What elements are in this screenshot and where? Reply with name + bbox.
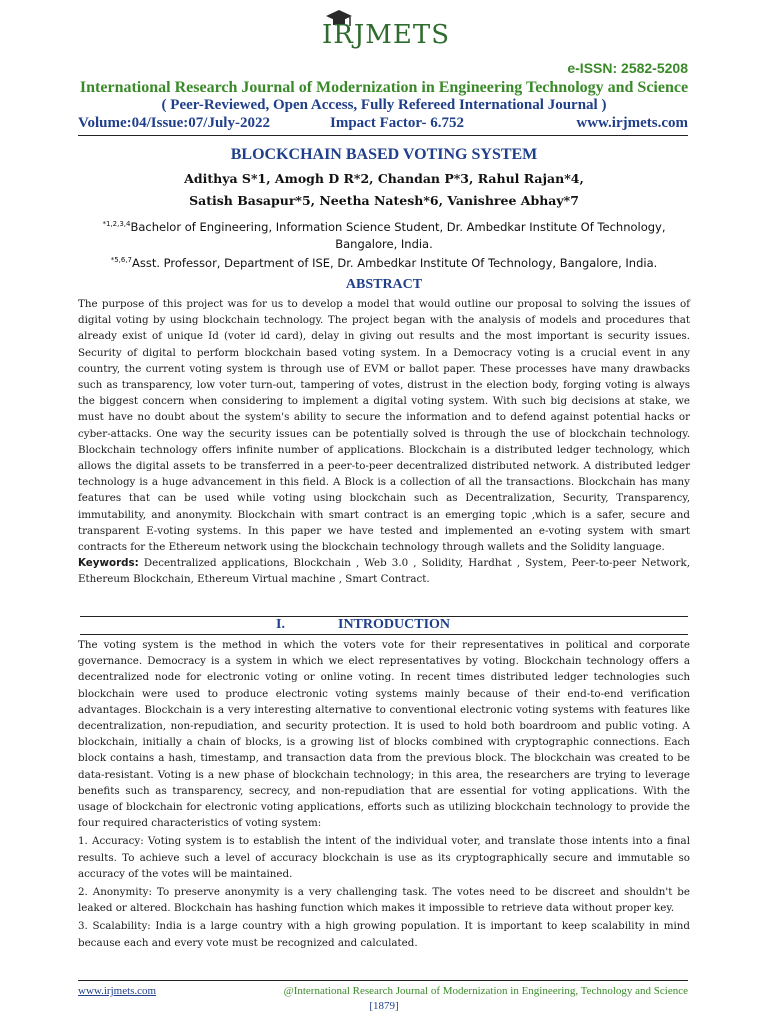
page-number: [1879]: [369, 1000, 399, 1012]
intro-accuracy: 1. Accuracy: Voting system is to establish the intent of the individual voter, and translate those intents into a final results. To achieve such a level of accuracy blockchain is use as its cryptographically secure and immutable so accuracy of the votes will be maintained.: [78, 835, 690, 880]
keywords-label: Keywords:: [78, 557, 139, 570]
footer-copyright: @International Research Journal of Modernization in Engineering, Technology and Science: [283, 985, 688, 997]
issn: e-ISSN: 2582-5208: [567, 60, 688, 76]
abstract-body: [78, 296, 690, 588]
introduction-body: [78, 637, 690, 951]
volume-row: [78, 115, 688, 135]
impact-factor: Impact Factor- 6.752: [330, 115, 464, 131]
affiliation-2-marker: *5,6,7: [110, 256, 133, 264]
affiliation-1-marker: *1,2,3,4: [102, 220, 131, 228]
peer-review-note: ( Peer-Reviewed, Open Access, Fully Refereed International Journal ): [161, 97, 607, 113]
affiliation-2: [80, 252, 688, 272]
affiliation-1: [80, 216, 688, 253]
keywords-list: Decentralized applications, Blockchain , Web 3.0 , Solidity, Hardhat , System, Peer-to-peer Network, Ethereum Blockchain, Ethereum Virtual machine , Smart Contract.: [78, 557, 690, 586]
abstract-text: The purpose of this project was for us to develop a model that would outline our proposal to solving the issues of digital voting by using blockchain technology. The project began with the analysis of models and procedures that already exist of unique Id (voter id card), delay in giving out results and the most important is security issues. Security of digital to perform blockchain based voting system. In a Democracy voting is a crucial event in any country, the current voting system is through use of EVM or ballot paper. These processes have many drawbacks such as transparency, low voter turn-out, tampering of votes, distrust in the election body, forging voting is always the biggest concern when considering to implement a digital voting system. With such big decisions at stake, we must have no doubt about the system's ability to secure the information and to defend against potential hacks or cyber-attacks. One way the security issues can be potentially solved is through the use of blockchain technology. Blockchain technology offers infinite number of applications. Blockchain is a distributed ledger technology, which allows the digital assets to be transferred in a peer-to-peer decentralized distributed network. A distributed ledger technology is a huge advancement in this field. A Block is a collection of all the transactions. Blockchain has many features that can be used while voting using blockchain such as Decentralization, Security, Transparency, immutability, and anonymity. Blockchain with smart contract is an emerging topic ,which is a safer, secure and transparent E-voting systems. In this paper we have tested and implemented an e-voting system with smart contracts for the Ethereum network using the blockchain technology through wallets and the Solidity language.: [78, 298, 690, 554]
header-rule: [78, 135, 688, 136]
footer-website-link[interactable]: www.irjmets.com: [78, 985, 157, 997]
journal-logo: [322, 8, 472, 54]
journal-name: International Research Journal of Modernization in Engineering Technology and Science: [79, 79, 689, 96]
paper-title: BLOCKCHAIN BASED VOTING SYSTEM: [230, 146, 538, 163]
logo-wordmark: IRJMETS: [322, 20, 451, 50]
authors-line-2: Satish Basapur*5, Neetha Natesh*6, Vanishree Abhay*7: [189, 193, 579, 208]
section-title: INTRODUCTION: [338, 617, 451, 632]
volume-issue: Volume:04/Issue:07/July-2022: [78, 115, 270, 131]
journal-website[interactable]: www.irjmets.com: [576, 115, 688, 131]
affiliation-1-text: Bachelor of Engineering, Information Science Student, Dr. Ambedkar Institute Of Technology, Bangalore, India.: [130, 219, 666, 251]
affiliation-2-text: Asst. Professor, Department of ISE, Dr. Ambedkar Institute Of Technology, Bangalore, India.: [132, 255, 658, 270]
intro-anonymity: 2. Anonymity: To preserve anonymity is a very challenging task. The votes need to be discreet and shouldn't be leaked or altered. Blockchain has hashing function which makes it impossible to retrieve data without proper key.: [78, 886, 690, 915]
section-number: I.: [276, 617, 285, 632]
intro-paragraph-1: The voting system is the method in which the voters vote for their representatives in political and corporate governance. Democracy is a system in which we elect representatives by voting. Blockchain technology offers a decentralized node for electronic voting or online voting. In recent times distributed ledger technologies such blockchain were used to produce electronic voting systems mainly because of their end-to-end verification advantages. Blockchain is a very interesting alternative to conventional electronic voting systems with features like decentralization, non-repudiation, and security protection. It is used to hold both boardroom and public voting. A blockchain, initially a chain of blocks, is a growing list of blocks combined with cryptographic connections. Each block contains a hash, timestamp, and transaction data from the previous block. The blockchain was created to be data-resistant. Voting is a new phase of blockchain technology; in this area, the researchers are trying to leverage benefits such as transparency, secrecy, and non-repudiation that are essential for voting applications. With the usage of blockchain for electronic voting applications, efforts such as utilizing blockchain technology to provide the four required characteristics of voting system:: [78, 639, 690, 830]
keywords: [78, 555, 690, 587]
authors-line-1: Adithya S*1, Amogh D R*2, Chandan P*3, Rahul Rajan*4,: [184, 171, 584, 186]
intro-scalability: 3. Scalability: India is a large country with a high growing population. It is important to keep scalability in mind because each and every vote must be recognized and calculated.: [78, 920, 690, 949]
abstract-heading: ABSTRACT: [345, 277, 423, 292]
footer-rule: [78, 980, 688, 981]
introduction-heading: [80, 616, 688, 635]
